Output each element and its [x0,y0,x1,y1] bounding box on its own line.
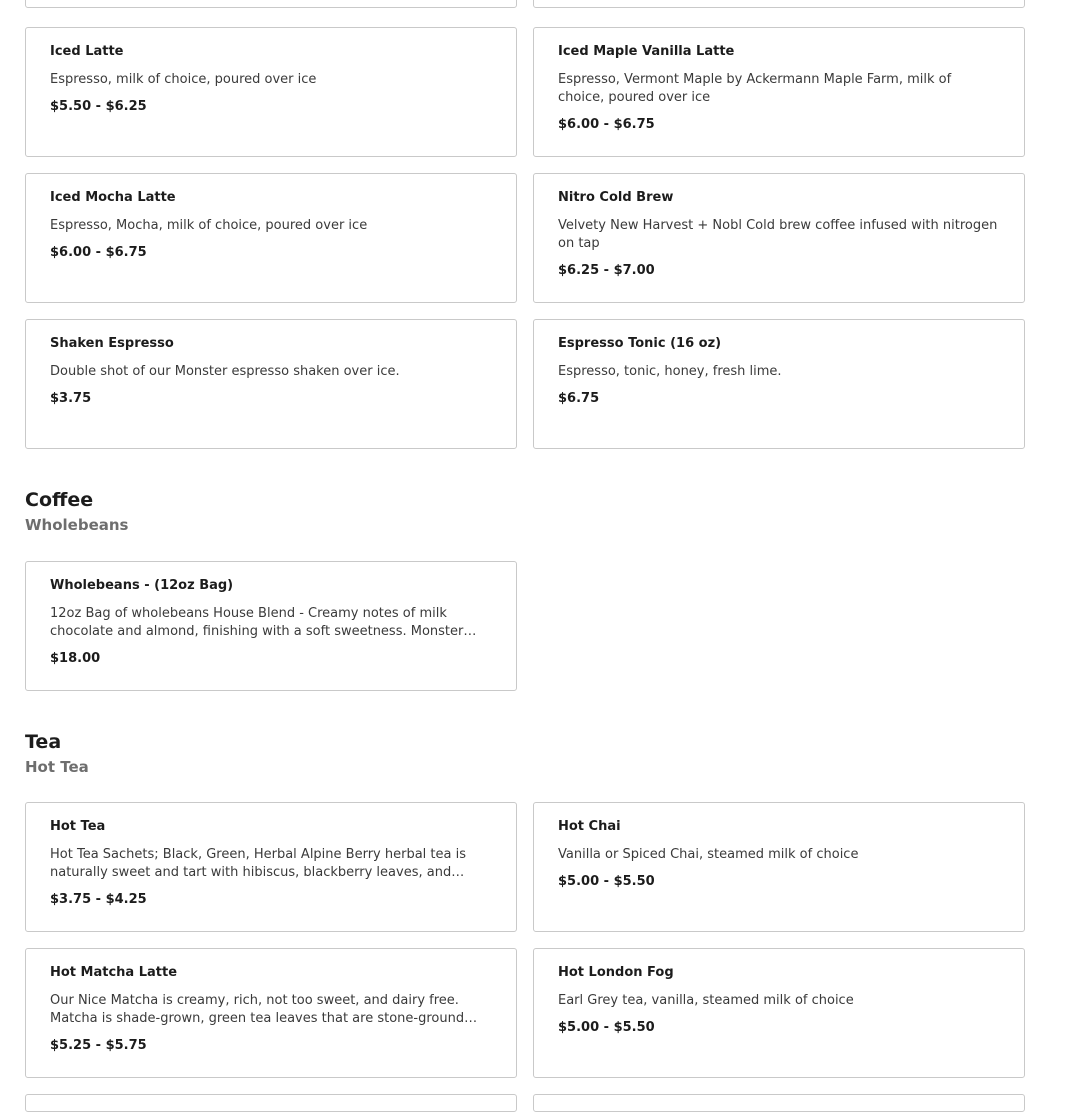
item-description: Hot Tea Sachets; Black, Green, Herbal Alpine Berry herbal tea is naturally sweet and tart with hibiscus, blackberry leaves, and [50,847,466,880]
item-price: $6.00 - $6.75 [558,117,655,132]
section-header-coffee [25,488,128,535]
section-header-tea [25,730,89,777]
menu-item-card[interactable] [25,802,517,932]
menu-item-card[interactable] [533,173,1025,303]
menu-grid-coffee [25,561,1025,691]
item-description: Earl Grey tea, vanilla, steamed milk of choice [558,993,854,1008]
section-subtitle: Wholebeans [25,516,129,534]
menu-item-card[interactable] [533,0,1025,8]
item-name: Shaken Espresso [50,336,174,351]
menu-grid-partial-top [25,0,1025,8]
section-subtitle: Hot Tea [25,758,89,776]
menu-item-card[interactable] [25,1094,517,1112]
item-description: 12oz Bag of wholebeans House Blend - Creamy notes of milk chocolate and almond, finishing with a soft sweetness. Monster [50,606,464,639]
item-price: $3.75 - $4.25 [50,892,147,907]
menu-item-card[interactable] [25,173,517,303]
item-description: Double shot of our Monster espresso shaken over ice. [50,364,400,379]
menu-item-card[interactable] [533,1094,1025,1112]
item-name: Nitro Cold Brew [558,190,674,205]
item-price: $5.00 - $5.50 [558,874,655,889]
item-name: Hot London Fog [558,965,674,980]
item-name: Iced Maple Vanilla Latte [558,44,735,59]
item-price: $18.00 [50,651,101,666]
item-price: $5.25 - $5.75 [50,1038,147,1053]
item-description: Espresso, Vermont Maple by Ackermann Maple Farm, milk of choice, poured over ice [558,72,952,105]
menu-item-card[interactable] [25,948,517,1078]
item-description: Espresso, milk of choice, poured over ice [50,72,317,87]
item-name: Iced Mocha Latte [50,190,176,205]
section-title: Tea [25,731,62,753]
item-name: Hot Chai [558,819,621,834]
item-description: Espresso, tonic, honey, fresh lime. [558,364,782,379]
item-description: Velvety New Harvest + Nobl Cold brew coffee infused with nitrogen on tap [558,218,998,251]
item-name: Hot Matcha Latte [50,965,178,980]
menu-grid-tea [25,802,1025,1112]
item-price: $5.50 - $6.25 [50,99,147,114]
item-name: Wholebeans - (12oz Bag) [50,578,234,593]
menu-item-card[interactable] [533,319,1025,449]
item-price: $6.75 [558,391,600,406]
menu-item-card[interactable] [25,0,517,8]
menu-item-card[interactable] [25,319,517,449]
item-price: $3.75 [50,391,92,406]
item-name: Iced Latte [50,44,124,59]
menu-item-card[interactable] [533,948,1025,1078]
menu-item-card[interactable] [25,27,517,157]
section-title: Coffee [25,489,94,511]
menu-item-card[interactable] [25,561,517,691]
item-description: Espresso, Mocha, milk of choice, poured over ice [50,218,368,233]
menu-item-card[interactable] [533,802,1025,932]
item-price: $5.00 - $5.50 [558,1020,655,1035]
menu-grid-drinks [25,27,1025,449]
item-description: Vanilla or Spiced Chai, steamed milk of choice [558,847,859,862]
item-price: $6.25 - $7.00 [558,263,655,278]
item-name: Espresso Tonic (16 oz) [558,336,722,351]
item-description: Our Nice Matcha is creamy, rich, not too sweet, and dairy free. Matcha is shade-grown, green tea leaves that are stone-ground [50,993,465,1026]
item-name: Hot Tea [50,819,106,834]
menu-item-card[interactable] [533,27,1025,157]
item-price: $6.00 - $6.75 [50,245,147,260]
